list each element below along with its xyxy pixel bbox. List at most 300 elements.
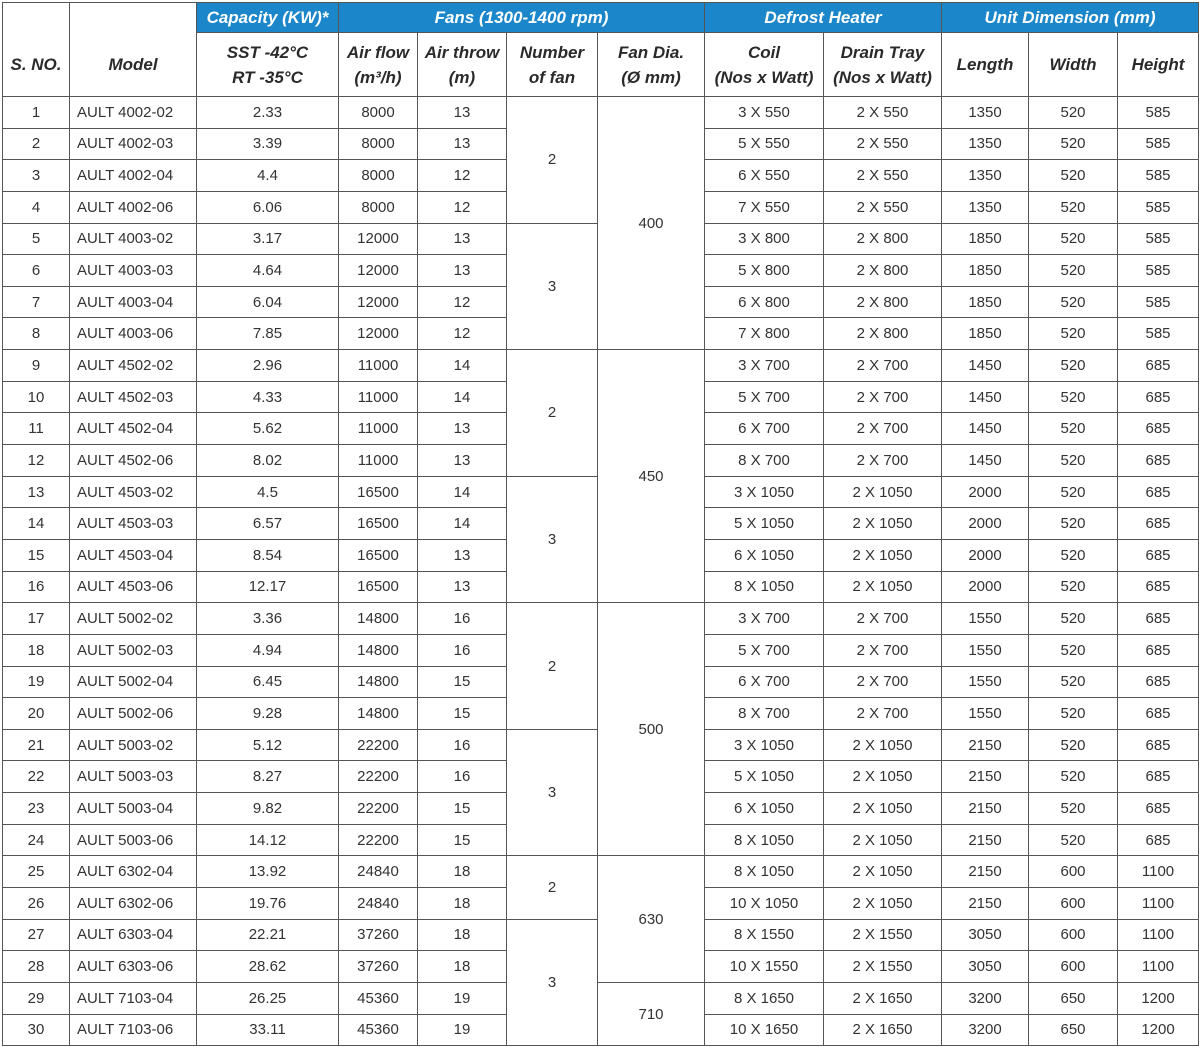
drain-tray-cell: 2 X 550 [824, 97, 942, 129]
length-cell: 1850 [942, 255, 1029, 287]
model-cell: AULT 4502-02 [70, 350, 197, 382]
airflow-cell: 16500 [339, 508, 418, 540]
fan-diameter-cell: 710 [598, 982, 705, 1045]
coil-cell: 8 X 1650 [705, 982, 824, 1014]
sno-cell: 10 [3, 381, 70, 413]
height-cell: 1100 [1118, 951, 1199, 983]
model-cell: AULT 6303-04 [70, 919, 197, 951]
coil-cell: 3 X 1050 [705, 476, 824, 508]
width-cell: 520 [1029, 698, 1118, 730]
sno-cell: 23 [3, 793, 70, 825]
length-cell: 3200 [942, 982, 1029, 1014]
capacity-cell: 19.76 [197, 888, 339, 920]
model-cell: AULT 7103-06 [70, 1014, 197, 1046]
capacity-cell: 3.39 [197, 128, 339, 160]
capacity-cell: 22.21 [197, 919, 339, 951]
airthrow-cell: 12 [418, 286, 507, 318]
fan-diameter-cell: 500 [598, 603, 705, 856]
capacity-cell: 4.94 [197, 634, 339, 666]
model-cell: AULT 4503-04 [70, 539, 197, 571]
capacity-cell: 9.28 [197, 698, 339, 730]
drain-tray-cell: 2 X 1050 [824, 824, 942, 856]
drain-tray-header-line1: Drain Tray [840, 42, 925, 62]
width-cell: 520 [1029, 350, 1118, 382]
airthrow-cell: 14 [418, 350, 507, 382]
drain-tray-cell: 2 X 700 [824, 698, 942, 730]
coil-cell: 5 X 800 [705, 255, 824, 287]
sno-cell: 11 [3, 413, 70, 445]
airthrow-cell: 13 [418, 128, 507, 160]
model-cell: AULT 4003-03 [70, 255, 197, 287]
airflow-cell: 12000 [339, 286, 418, 318]
drain-tray-cell: 2 X 1050 [824, 539, 942, 571]
airflow-cell: 45360 [339, 1014, 418, 1046]
defrost-heater-group-header: Defrost Heater [705, 3, 942, 33]
airflow-cell: 45360 [339, 982, 418, 1014]
model-cell: AULT 6302-04 [70, 856, 197, 888]
sno-cell: 15 [3, 539, 70, 571]
airflow-cell: 22200 [339, 761, 418, 793]
coil-cell: 8 X 1550 [705, 919, 824, 951]
sno-cell: 18 [3, 634, 70, 666]
capacity-header-line1: SST -42°C [226, 42, 309, 62]
height-cell: 685 [1118, 698, 1199, 730]
model-cell: AULT 4003-04 [70, 286, 197, 318]
number-of-fan-header [507, 33, 598, 97]
header-group-row [3, 3, 1199, 33]
number-of-fan-cell: 3 [507, 223, 598, 350]
capacity-cell: 9.82 [197, 793, 339, 825]
length-cell: 2150 [942, 793, 1029, 825]
model-cell: AULT 4002-06 [70, 191, 197, 223]
airflow-header [339, 33, 418, 97]
drain-tray-cell: 2 X 800 [824, 318, 942, 350]
length-cell: 1550 [942, 698, 1029, 730]
airthrow-cell: 14 [418, 508, 507, 540]
width-header: Width [1029, 33, 1118, 97]
fan-diameter-cell: 630 [598, 856, 705, 983]
length-cell: 1550 [942, 666, 1029, 698]
length-cell: 1850 [942, 318, 1029, 350]
width-cell: 520 [1029, 381, 1118, 413]
height-cell: 685 [1118, 634, 1199, 666]
height-cell: 685 [1118, 603, 1199, 635]
length-cell: 1350 [942, 160, 1029, 192]
sno-cell: 8 [3, 318, 70, 350]
model-cell: AULT 4503-02 [70, 476, 197, 508]
sno-cell: 13 [3, 476, 70, 508]
height-cell: 685 [1118, 539, 1199, 571]
length-cell: 1350 [942, 97, 1029, 129]
drain-tray-header [824, 33, 942, 97]
airflow-cell: 16500 [339, 476, 418, 508]
airflow-cell: 24840 [339, 856, 418, 888]
width-cell: 520 [1029, 539, 1118, 571]
capacity-cell: 8.02 [197, 445, 339, 477]
airthrow-cell: 13 [418, 223, 507, 255]
length-cell: 1850 [942, 223, 1029, 255]
height-cell: 1200 [1118, 982, 1199, 1014]
length-cell: 2150 [942, 856, 1029, 888]
number-of-fan-header-line2: of fan [528, 67, 576, 87]
airflow-cell: 22200 [339, 824, 418, 856]
coil-cell: 5 X 1050 [705, 761, 824, 793]
width-cell: 520 [1029, 666, 1118, 698]
height-cell: 685 [1118, 729, 1199, 761]
coil-cell: 3 X 550 [705, 97, 824, 129]
width-cell: 520 [1029, 286, 1118, 318]
sno-cell: 16 [3, 571, 70, 603]
length-cell: 1550 [942, 634, 1029, 666]
airflow-header-line2: (m³/h) [354, 67, 402, 87]
airthrow-cell: 15 [418, 698, 507, 730]
drain-tray-cell: 2 X 700 [824, 350, 942, 382]
sno-cell: 21 [3, 729, 70, 761]
number-of-fan-header-line1: Number [519, 42, 585, 62]
airflow-cell: 24840 [339, 888, 418, 920]
number-of-fan-cell: 2 [507, 97, 598, 224]
sno-cell: 14 [3, 508, 70, 540]
airthrow-cell: 15 [418, 824, 507, 856]
specification-table [2, 2, 1199, 1046]
sno-cell: 3 [3, 160, 70, 192]
airthrow-cell: 16 [418, 603, 507, 635]
length-cell: 2000 [942, 476, 1029, 508]
airflow-cell: 8000 [339, 97, 418, 129]
airflow-header-line1: Air flow [346, 42, 410, 62]
capacity-cell: 4.33 [197, 381, 339, 413]
sno-cell: 7 [3, 286, 70, 318]
table-header [3, 3, 1199, 97]
width-cell: 520 [1029, 508, 1118, 540]
capacity-cell: 7.85 [197, 318, 339, 350]
model-cell: AULT 4502-06 [70, 445, 197, 477]
drain-tray-cell: 2 X 700 [824, 381, 942, 413]
sno-cell: 17 [3, 603, 70, 635]
airthrow-cell: 12 [418, 191, 507, 223]
model-cell: AULT 5003-02 [70, 729, 197, 761]
model-cell: AULT 4502-04 [70, 413, 197, 445]
capacity-cell: 12.17 [197, 571, 339, 603]
coil-cell: 6 X 800 [705, 286, 824, 318]
fan-diameter-header-line1: Fan Dia. [617, 42, 685, 62]
airflow-cell: 11000 [339, 381, 418, 413]
width-cell: 600 [1029, 888, 1118, 920]
height-cell: 585 [1118, 160, 1199, 192]
drain-tray-cell: 2 X 1050 [824, 571, 942, 603]
airflow-cell: 12000 [339, 318, 418, 350]
fan-diameter-header [598, 33, 705, 97]
height-cell: 685 [1118, 445, 1199, 477]
width-cell: 650 [1029, 1014, 1118, 1046]
width-cell: 600 [1029, 856, 1118, 888]
airflow-cell: 22200 [339, 793, 418, 825]
sno-cell: 9 [3, 350, 70, 382]
airthrow-cell: 13 [418, 97, 507, 129]
length-cell: 2000 [942, 539, 1029, 571]
length-cell: 2150 [942, 761, 1029, 793]
capacity-cell: 6.57 [197, 508, 339, 540]
capacity-cell: 2.96 [197, 350, 339, 382]
sno-cell: 2 [3, 128, 70, 160]
number-of-fan-cell: 3 [507, 919, 598, 1046]
sno-cell: 27 [3, 919, 70, 951]
model-cell: AULT 6303-06 [70, 951, 197, 983]
airthrow-cell: 19 [418, 982, 507, 1014]
width-cell: 520 [1029, 223, 1118, 255]
capacity-cell: 5.12 [197, 729, 339, 761]
width-cell: 600 [1029, 919, 1118, 951]
number-of-fan-cell: 2 [507, 856, 598, 919]
height-cell: 685 [1118, 476, 1199, 508]
airflow-cell: 14800 [339, 634, 418, 666]
length-header: Length [942, 33, 1029, 97]
sno-cell: 1 [3, 97, 70, 129]
capacity-cell: 5.62 [197, 413, 339, 445]
drain-tray-header-line2: (Nos x Watt) [833, 67, 932, 87]
coil-cell: 10 X 1050 [705, 888, 824, 920]
length-cell: 3050 [942, 919, 1029, 951]
coil-cell: 8 X 1050 [705, 824, 824, 856]
model-cell: AULT 4002-03 [70, 128, 197, 160]
table-row [3, 97, 1199, 129]
capacity-cell: 8.27 [197, 761, 339, 793]
number-of-fan-cell: 2 [507, 603, 598, 730]
model-cell: AULT 5002-02 [70, 603, 197, 635]
model-cell: AULT 5002-06 [70, 698, 197, 730]
height-cell: 685 [1118, 508, 1199, 540]
capacity-header-line2: RT -35°C [232, 67, 303, 87]
drain-tray-cell: 2 X 700 [824, 666, 942, 698]
airthrow-cell: 16 [418, 729, 507, 761]
width-cell: 520 [1029, 603, 1118, 635]
width-cell: 520 [1029, 445, 1118, 477]
width-cell: 520 [1029, 160, 1118, 192]
sno-cell: 30 [3, 1014, 70, 1046]
capacity-cell: 14.12 [197, 824, 339, 856]
capacity-cell: 8.54 [197, 539, 339, 571]
model-cell: AULT 5002-03 [70, 634, 197, 666]
coil-cell: 3 X 700 [705, 603, 824, 635]
airflow-cell: 11000 [339, 413, 418, 445]
airthrow-cell: 18 [418, 919, 507, 951]
coil-cell: 5 X 700 [705, 381, 824, 413]
height-cell: 585 [1118, 318, 1199, 350]
sno-cell: 29 [3, 982, 70, 1014]
sno-cell: 6 [3, 255, 70, 287]
model-cell: AULT 4002-04 [70, 160, 197, 192]
width-cell: 520 [1029, 128, 1118, 160]
drain-tray-cell: 2 X 1050 [824, 793, 942, 825]
model-header: Model [70, 3, 197, 97]
height-cell: 585 [1118, 97, 1199, 129]
airthrow-cell: 15 [418, 793, 507, 825]
height-cell: 685 [1118, 571, 1199, 603]
airflow-cell: 8000 [339, 160, 418, 192]
model-cell: AULT 5003-04 [70, 793, 197, 825]
capacity-header [197, 33, 339, 97]
drain-tray-cell: 2 X 550 [824, 191, 942, 223]
airflow-cell: 22200 [339, 729, 418, 761]
drain-tray-cell: 2 X 1650 [824, 1014, 942, 1046]
number-of-fan-cell: 3 [507, 729, 598, 856]
coil-cell: 6 X 1050 [705, 793, 824, 825]
capacity-cell: 3.17 [197, 223, 339, 255]
model-cell: AULT 6302-06 [70, 888, 197, 920]
airthrow-cell: 13 [418, 255, 507, 287]
airthrow-cell: 18 [418, 856, 507, 888]
capacity-cell: 4.4 [197, 160, 339, 192]
width-cell: 520 [1029, 413, 1118, 445]
airthrow-header [418, 33, 507, 97]
table-body [3, 97, 1199, 1046]
drain-tray-cell: 2 X 700 [824, 445, 942, 477]
length-cell: 2000 [942, 508, 1029, 540]
capacity-cell: 26.25 [197, 982, 339, 1014]
length-cell: 1450 [942, 413, 1029, 445]
width-cell: 520 [1029, 793, 1118, 825]
airthrow-header-line2: (m) [448, 67, 476, 87]
width-cell: 520 [1029, 571, 1118, 603]
number-of-fan-cell: 2 [507, 350, 598, 477]
drain-tray-cell: 2 X 1050 [824, 856, 942, 888]
coil-cell: 8 X 700 [705, 698, 824, 730]
width-cell: 600 [1029, 951, 1118, 983]
airthrow-cell: 13 [418, 571, 507, 603]
sno-cell: 25 [3, 856, 70, 888]
airflow-cell: 14800 [339, 666, 418, 698]
model-cell: AULT 5002-04 [70, 666, 197, 698]
airflow-cell: 14800 [339, 698, 418, 730]
coil-cell: 3 X 700 [705, 350, 824, 382]
airflow-cell: 11000 [339, 350, 418, 382]
model-cell: AULT 4003-02 [70, 223, 197, 255]
length-cell: 3050 [942, 951, 1029, 983]
height-cell: 685 [1118, 761, 1199, 793]
number-of-fan-cell: 3 [507, 476, 598, 603]
coil-cell: 10 X 1550 [705, 951, 824, 983]
coil-cell: 7 X 800 [705, 318, 824, 350]
table-row [3, 603, 1199, 635]
model-cell: AULT 4002-02 [70, 97, 197, 129]
length-cell: 1550 [942, 603, 1029, 635]
height-cell: 685 [1118, 666, 1199, 698]
airflow-cell: 37260 [339, 919, 418, 951]
airflow-cell: 12000 [339, 255, 418, 287]
model-cell: AULT 4503-06 [70, 571, 197, 603]
length-cell: 1450 [942, 381, 1029, 413]
width-cell: 520 [1029, 255, 1118, 287]
height-cell: 585 [1118, 286, 1199, 318]
height-cell: 685 [1118, 350, 1199, 382]
coil-cell: 8 X 1050 [705, 571, 824, 603]
coil-cell: 5 X 700 [705, 634, 824, 666]
sno-header: S. NO. [3, 3, 70, 97]
model-cell: AULT 4503-03 [70, 508, 197, 540]
height-cell: 1100 [1118, 888, 1199, 920]
coil-header [705, 33, 824, 97]
table-row [3, 982, 1199, 1014]
capacity-cell: 3.36 [197, 603, 339, 635]
airflow-cell: 8000 [339, 128, 418, 160]
coil-cell: 3 X 1050 [705, 729, 824, 761]
drain-tray-cell: 2 X 800 [824, 255, 942, 287]
length-cell: 1450 [942, 445, 1029, 477]
airthrow-cell: 18 [418, 888, 507, 920]
height-cell: 685 [1118, 793, 1199, 825]
coil-cell: 5 X 550 [705, 128, 824, 160]
drain-tray-cell: 2 X 1650 [824, 982, 942, 1014]
model-cell: AULT 4003-06 [70, 318, 197, 350]
drain-tray-cell: 2 X 800 [824, 286, 942, 318]
length-cell: 1850 [942, 286, 1029, 318]
capacity-cell: 6.04 [197, 286, 339, 318]
table-row [3, 856, 1199, 888]
coil-cell: 6 X 1050 [705, 539, 824, 571]
drain-tray-cell: 2 X 1050 [824, 888, 942, 920]
drain-tray-cell: 2 X 1050 [824, 508, 942, 540]
coil-cell: 3 X 800 [705, 223, 824, 255]
sno-cell: 20 [3, 698, 70, 730]
sno-cell: 24 [3, 824, 70, 856]
height-cell: 1100 [1118, 856, 1199, 888]
fan-diameter-cell: 400 [598, 97, 705, 350]
airflow-cell: 12000 [339, 223, 418, 255]
coil-cell: 6 X 550 [705, 160, 824, 192]
sno-cell: 5 [3, 223, 70, 255]
length-cell: 2150 [942, 824, 1029, 856]
drain-tray-cell: 2 X 550 [824, 160, 942, 192]
height-cell: 1200 [1118, 1014, 1199, 1046]
sno-cell: 26 [3, 888, 70, 920]
height-cell: 685 [1118, 824, 1199, 856]
coil-cell: 6 X 700 [705, 413, 824, 445]
capacity-cell: 28.62 [197, 951, 339, 983]
length-cell: 1350 [942, 191, 1029, 223]
height-cell: 1100 [1118, 919, 1199, 951]
coil-cell: 7 X 550 [705, 191, 824, 223]
drain-tray-cell: 2 X 700 [824, 413, 942, 445]
capacity-cell: 4.64 [197, 255, 339, 287]
table-row [3, 350, 1199, 382]
width-cell: 520 [1029, 318, 1118, 350]
sno-cell: 19 [3, 666, 70, 698]
drain-tray-cell: 2 X 700 [824, 603, 942, 635]
coil-header-line2: (Nos x Watt) [714, 67, 814, 87]
airthrow-cell: 12 [418, 318, 507, 350]
airflow-cell: 14800 [339, 603, 418, 635]
airthrow-cell: 16 [418, 761, 507, 793]
airflow-cell: 8000 [339, 191, 418, 223]
model-cell: AULT 5003-03 [70, 761, 197, 793]
drain-tray-cell: 2 X 1550 [824, 919, 942, 951]
length-cell: 2150 [942, 888, 1029, 920]
height-cell: 585 [1118, 223, 1199, 255]
airflow-cell: 11000 [339, 445, 418, 477]
length-cell: 1450 [942, 350, 1029, 382]
width-cell: 650 [1029, 982, 1118, 1014]
width-cell: 520 [1029, 761, 1118, 793]
unit-dimension-group-header: Unit Dimension (mm) [942, 3, 1199, 33]
drain-tray-cell: 2 X 1050 [824, 729, 942, 761]
length-cell: 2150 [942, 729, 1029, 761]
model-cell: AULT 5003-06 [70, 824, 197, 856]
height-cell: 685 [1118, 381, 1199, 413]
airthrow-cell: 14 [418, 381, 507, 413]
length-cell: 1350 [942, 128, 1029, 160]
height-cell: 585 [1118, 191, 1199, 223]
airthrow-cell: 13 [418, 413, 507, 445]
